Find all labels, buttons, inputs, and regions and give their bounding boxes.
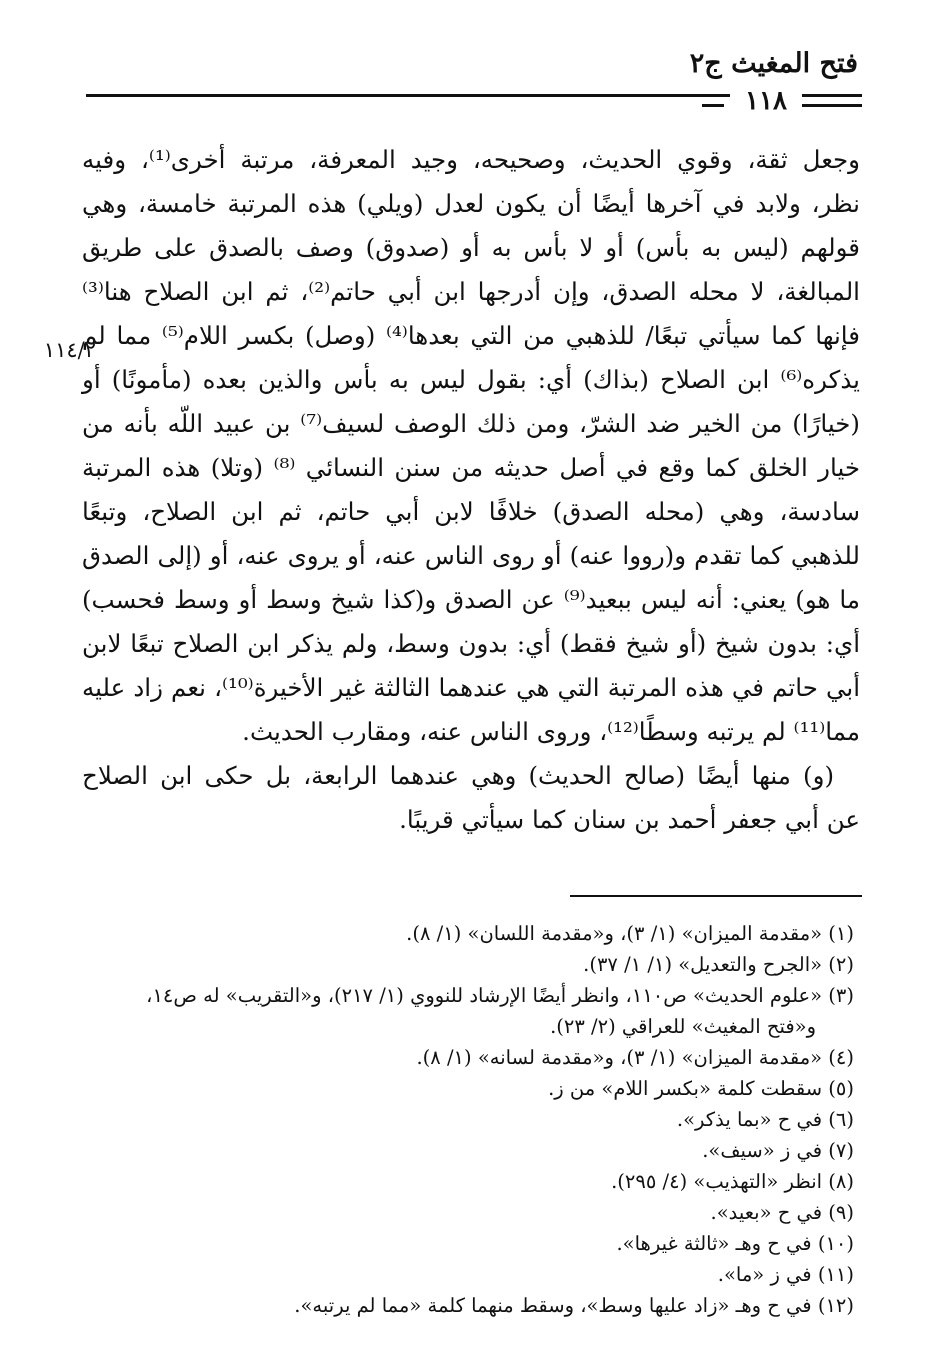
footnote: (٩) في ح «بعيد». [710,1201,854,1224]
text-line: عن أبي جعفر أحمد بن سنان كما سيأتي قريبًا. [399,805,860,834]
text-line: ما هو) يعني: أنه ليس ببعيد⁽⁹⁾ عن الصدق و(كذا شيخ وسط أو وسط فحسب) [82,585,860,614]
footnote: (٨) انظر «التهذيب» (٤/ ٢٩٥). [611,1170,854,1193]
footnote: (١) «مقدمة الميزان» (١/ ٣)، و«مقدمة اللسان» (١/ ٨). [406,922,854,945]
running-title: فتح المغيث ج٢ [689,48,858,79]
text-line: وجعل ثقة، وقوي الحديث، وصحيحه، وجيد المعرفة، مرتبة أخرى⁽¹⁾، وفيه [82,145,861,174]
footnote-continuation: و«فتح المغيث» للعراقي (٢/ ٢٣). [550,1015,816,1038]
main-text [82,138,860,842]
footnote: (٤) «مقدمة الميزان» (١/ ٣)، و«مقدمة لسانه» (١/ ٨). [416,1046,854,1069]
text-line: أبي حاتم في هذه المرتبة التي هي عندهما الثالثة غير الأخيرة⁽¹⁰⁾، نعم زاد عليه [82,673,860,702]
text-line: (خيارًا) من الخير ضد الشرّ، ومن ذلك الوصف لسيف⁽⁷⁾ بن عبيد اللّه بأنه من [82,409,860,438]
text-line: يذكره⁽⁶⁾ ابن الصلاح (بذاك) أي: بقول ليس به بأس والذين بعده (مأمونًا) أو [82,365,860,394]
footnote: (٢) «الجرح والتعديل» (١/ ١/ ٣٧). [583,953,854,976]
footnote: (٦) في ح «بما يذكر». [676,1108,854,1131]
page-number: ١١٨ [730,84,802,118]
footnote: (١٢) في ح وهـ «زاد عليها وسط»، وسقط منهما كلمة «مما لم يرتبه». [294,1294,854,1317]
text-line: فإنها كما سيأتي تبعًا/ للذهبي من التي بعدها⁽⁴⁾ (وصل) بكسر اللام⁽⁵⁾ مما لم [82,321,860,350]
footnote-separator [570,895,862,897]
footnote: (١١) في ز «ما». [717,1263,854,1286]
margin-manuscript-reference: ١١٤/٢ [43,338,96,362]
text-line: المبالغة، لا محله الصدق، وإن أدرجها ابن أبي حاتم⁽²⁾، ثم ابن الصلاح هنا⁽³⁾ [82,277,860,306]
text-line: مما⁽¹¹⁾ لم يرتبه وسطًا⁽¹²⁾، وروى الناس عنه، ومقارب الحديث. [242,717,860,746]
footnotes [74,918,854,1321]
text-line: خيار الخلق كما وقع في أصل حديثه من سنن النسائي ⁽⁸⁾ (وتلا) هذه المرتبة [82,453,860,482]
page-number-rule-right [800,104,862,107]
text-line: (و) منها أيضًا (صالح الحديث) وهي عندهما الرابعة، بل حكى ابن الصلاح [82,761,834,790]
footnote: (٣) «علوم الحديث» ص١١٠، وانظر أيضًا الإرشاد للنووي (١/ ٢١٧)، و«التقريب» له ص١٤، [146,984,854,1007]
page-number-rule-left [702,104,724,107]
footnote: (٧) في ز «سيف». [702,1139,854,1162]
text-line: أي: بدون شيخ (أو شيخ فقط) أي: بدون وسط، ولم يذكر ابن الصلاح تبعًا لابن [82,629,860,658]
footnote: (٥) سقطت كلمة «بكسر اللام» من ز. [548,1077,854,1100]
text-line: سادسة، وهي (محله الصدق) خلافًا لابن أبي حاتم، ثم ابن الصلاح، وتبعًا [82,497,860,526]
text-line: قولهم (ليس به بأس) أو لا بأس به أو (صدوق) وصف بالصدق على طريق [82,233,860,262]
text-line: للذهبي كما تقدم و(رووا عنه) أو روى الناس عنه، أو يروى عنه، أو (إلى الصدق [82,541,860,570]
footnote: (١٠) في ح وهـ «ثالثة غيرها». [616,1232,854,1255]
text-line: نظر، ولابد في آخرها أيضًا أن يكون لعدل (ويلي) هذه المرتبة خامسة، وهي [82,189,860,218]
